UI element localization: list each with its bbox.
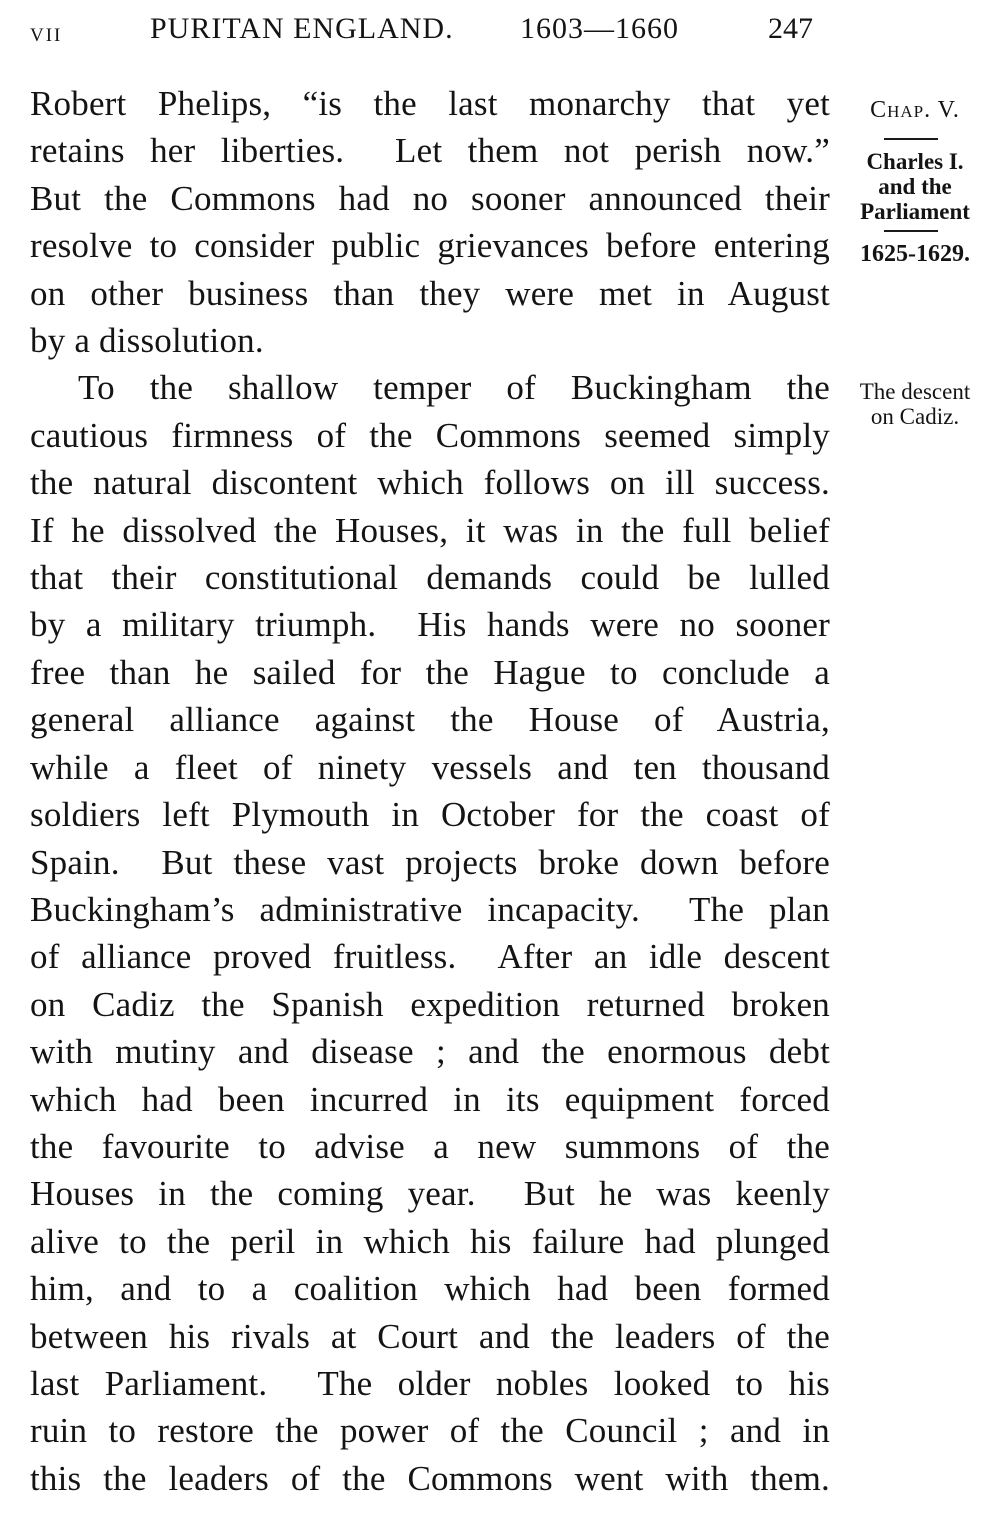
text-line: alive to the peril in which his failure had plunged: [30, 1221, 830, 1261]
margin-chapter-label: Chap. V.: [870, 97, 960, 123]
margin-rule: [884, 138, 938, 140]
text-line: To the shallow temper of Buckingham the: [78, 368, 830, 408]
margin-chapter-title-line: Charles I.: [866, 149, 964, 174]
text-line: Buckingham’s administrative incapacity. The plan: [30, 889, 830, 929]
page-number: 247: [768, 12, 813, 45]
text-line: ruin to restore the power of the Council ; and in: [30, 1411, 830, 1451]
text-line: while a fleet of ninety vessels and ten thousand: [30, 747, 830, 787]
text-line: If he dissolved the Houses, it was in the full belief: [30, 510, 830, 550]
text-line: general alliance against the House of Austria,: [30, 700, 830, 740]
margin-rule: [884, 230, 938, 232]
text-line: Houses in the coming year. But he was keenly: [30, 1174, 830, 1214]
text-line: Spain. But these vast projects broke down before: [30, 842, 830, 882]
text-line: by a dissolution.: [30, 321, 264, 361]
text-line: on other business than they were met in August: [30, 273, 830, 313]
text-line: cautious firmness of the Commons seemed simply: [30, 415, 830, 455]
running-head-title: PURITAN ENGLAND.: [150, 12, 454, 45]
text-line: of alliance proved fruitless. After an idle descent: [30, 937, 830, 977]
margin-side-note-line: The descent: [859, 379, 971, 404]
text-line: last Parliament. The older nobles looked to his: [30, 1363, 830, 1403]
running-head-chapter-numeral: vii: [30, 17, 63, 47]
margin-notes-column: [838, 0, 992, 1530]
margin-chapter-title: [838, 149, 992, 224]
margin-chapter-title-line: Parliament: [860, 199, 970, 224]
text-line: the favourite to advise a new summons of the: [30, 1126, 830, 1166]
text-line: with mutiny and disease ; and the enormous debt: [30, 1032, 830, 1072]
body-text-column: [30, 80, 830, 1502]
text-line: Robert Phelips, “is the last monarchy that yet: [30, 84, 830, 123]
margin-chapter-years: 1625-1629.: [860, 241, 970, 267]
running-head-date-range: 1603—1660: [520, 12, 679, 45]
text-line: on Cadiz the Spanish expedition returned broken: [30, 984, 830, 1024]
text-line: the natural discontent which follows on ill success.: [30, 463, 830, 503]
text-line: resolve to consider public grievances before entering: [30, 226, 830, 266]
text-line: by a military triumph. His hands were no sooner: [30, 605, 830, 645]
text-line: which had been incurred in its equipment forced: [30, 1079, 830, 1119]
text-line: But the Commons had no sooner announced their: [30, 178, 830, 218]
text-line: free than he sailed for the Hague to conclude a: [30, 652, 830, 692]
text-line: him, and to a coalition which had been formed: [30, 1269, 830, 1309]
text-line: between his rivals at Court and the leaders of the: [30, 1316, 830, 1356]
margin-side-note-line: on Cadiz.: [870, 404, 960, 429]
margin-chapter-title-line: and the: [878, 174, 952, 199]
text-line: this the leaders of the Commons went with them.: [30, 1458, 830, 1498]
text-line: soldiers left Plymouth in October for the coast of: [30, 795, 830, 835]
margin-side-note: [838, 379, 992, 429]
text-line: retains her liberties. Let them not perish now.”: [30, 131, 830, 171]
text-line: that their constitutional demands could be lulled: [30, 558, 830, 598]
